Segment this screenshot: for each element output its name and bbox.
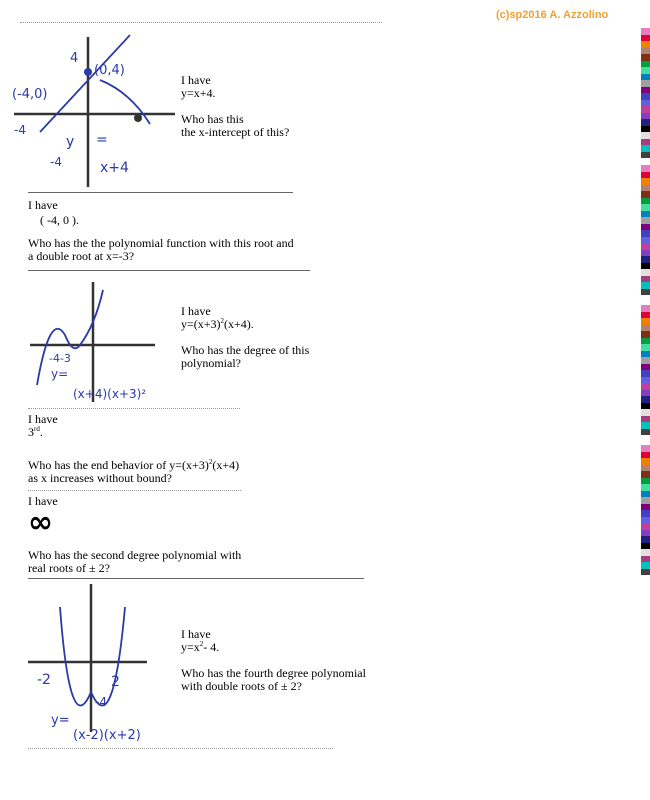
handwritten-label: -4 (14, 123, 26, 137)
top-divider (20, 22, 382, 23)
color-swatch-strip (641, 445, 650, 575)
color-swatch-strip (641, 305, 650, 435)
graph-line-y-x-plus-4 (10, 32, 178, 190)
divider (28, 270, 310, 271)
color-swatch-strip (641, 28, 650, 158)
card-1-text: I have y=x+4. Who has this the x-intercept of this? (181, 73, 290, 139)
handwritten-label: (x-2)(x+2) (73, 728, 141, 743)
handwritten-label: y (66, 134, 75, 150)
card-2-text: I have ( -4, 0 ). Who has the the polynomial function with this root and a double root at x=-3? (28, 198, 294, 263)
card-4-text: I have 3rd. Who has the end behavior of $y=(x+3)^2(x+4)$ as x increases without bound? (28, 412, 240, 485)
graph-cubic (25, 280, 177, 405)
handwritten-label: -4 (50, 155, 62, 169)
handwritten-label: y= (51, 367, 69, 381)
handwritten-label: 2 (111, 674, 120, 690)
handwritten-label: (0,4) (94, 63, 125, 78)
divider (28, 578, 364, 579)
handwritten-label: x+4 (100, 160, 129, 176)
handwritten-label: = (96, 132, 108, 148)
handwritten-label: -4 (95, 695, 107, 709)
color-swatch (641, 569, 650, 576)
card-5-text: I have ∞ Who has the second degree polynomial with real roots of ± 2? (28, 494, 242, 575)
handwritten-label: (x+4)(x+3)² (73, 387, 147, 401)
color-swatch-strip (641, 165, 650, 295)
copyright-credit: (c)sp2016 A. Azzolino (496, 9, 609, 21)
handwritten-label: -2 (37, 672, 51, 688)
color-swatch (641, 289, 650, 296)
handwritten-label: 4 (70, 51, 79, 66)
divider (28, 192, 293, 193)
color-swatch (641, 152, 650, 159)
infinity-symbol: ∞ (28, 505, 53, 540)
card-3-text: I have $y=(x+3)^2(x+4)$. Who has the degree of this polynomial? (181, 304, 310, 370)
color-swatch (641, 429, 650, 436)
graph-parabola (25, 582, 177, 744)
divider (28, 408, 240, 409)
handwritten-label: (-4,0) (12, 87, 48, 102)
card-6-text: I have $y=x^2-$ 4. Who has the fourth degree polynomial with double roots of ± 2? (181, 627, 366, 693)
divider (28, 490, 241, 491)
handwritten-label: y= (51, 713, 70, 728)
handwritten-label: -4-3 (49, 352, 71, 365)
divider (28, 748, 333, 749)
